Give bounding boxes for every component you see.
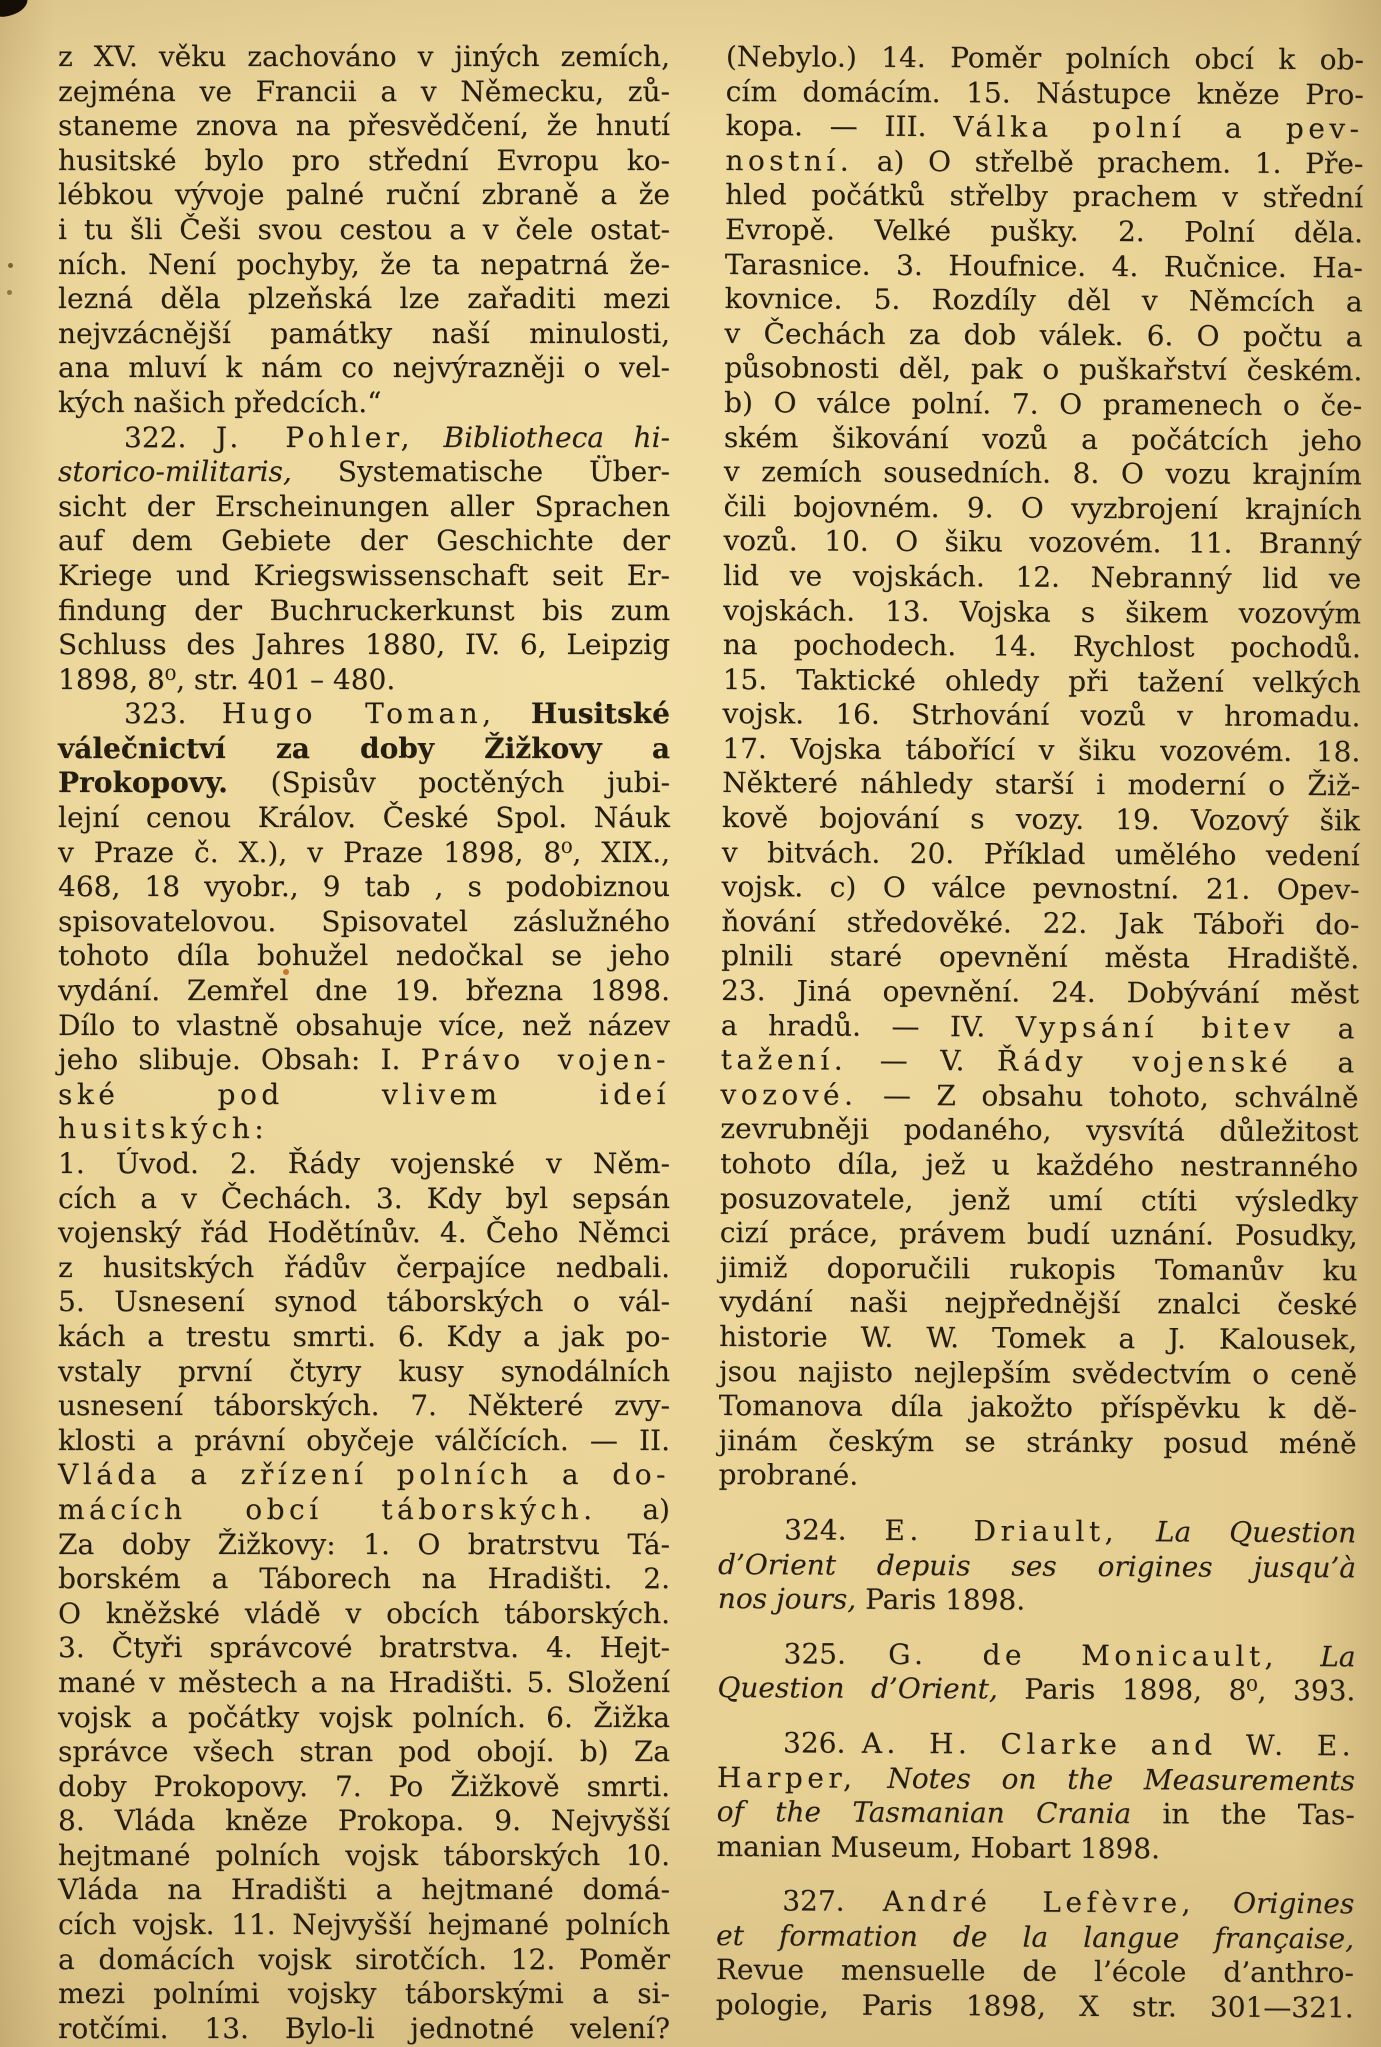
paper-speck [8, 263, 13, 268]
text-line [58, 178, 670, 213]
text-segment: Revue mensuelle de l’école d’anthro- [715, 1953, 1354, 1990]
text-line [721, 974, 1359, 1012]
text-line [719, 1285, 1357, 1323]
text-line [58, 144, 670, 179]
text-segment: cích vojsk. 11. Nejvyšší hejmané polních [58, 1908, 670, 1942]
text-segment: 8. Vláda kněze Prokopa. 9. Nejvyšší [58, 1804, 670, 1838]
text-line [58, 801, 670, 836]
text-segment: (Nebylo.) 14. Poměr polních obcí k ob- [725, 40, 1364, 77]
text-segment: 325. [783, 1637, 889, 1671]
text-line [58, 351, 670, 386]
text-segment: v bitvách. 20. Příklad umělého vedení [721, 835, 1360, 872]
text-segment: b) O válce polní. 7. O pramenech o če- [724, 385, 1363, 423]
text-segment: ňování středověké. 22. Jak Táboři do- [721, 904, 1360, 942]
text-segment: jeho slibuje. Obsah: I. [58, 1043, 421, 1077]
text-line [719, 1320, 1357, 1358]
text-line [722, 766, 1360, 804]
text-line [58, 248, 670, 283]
text-column-left [58, 40, 670, 2046]
text-line [718, 1548, 1356, 1586]
text-line [722, 836, 1360, 874]
text-line [721, 870, 1359, 908]
text-segment: Válka polní a pev- [953, 110, 1364, 146]
text-segment: kách a trestu smrti. 6. Kdy a jak po- [58, 1319, 670, 1353]
text-line [58, 1355, 670, 1390]
text-segment: sicht der Erscheinungen aller Sprachen [58, 489, 670, 523]
text-segment: vojenský řád Hodětínův. 4. Čeho Němci [58, 1216, 670, 1250]
text-line [724, 455, 1362, 493]
text-segment: 17. Vojska tábořící v šiku vozovém. 18. [722, 731, 1361, 769]
text-line [58, 1770, 670, 1805]
text-segment: Řády vojenské a [996, 1044, 1359, 1080]
text-segment: vojsk. 16. Strhování vozů v hromadu. [722, 697, 1361, 734]
text-segment: pologie, Paris 1898, X str. 301—321. [715, 1988, 1354, 2025]
text-segment: — Z obsahu tohoto, schválně [857, 1078, 1359, 1115]
text-segment: i tu šli Češi svou cestou a v čele ostat- [58, 212, 670, 246]
text-line [58, 1597, 670, 1632]
text-segment: jsou najisto nejlepším svědectvím o ceně [718, 1354, 1358, 1391]
text-line [58, 905, 670, 940]
text-segment [856, 1761, 887, 1794]
text-segment: Tarasnice. 3. Houfnice. 4. Ručnice. Ha- [724, 247, 1363, 284]
text-line [722, 697, 1360, 735]
text-segment: André Lefèvre, [882, 1885, 1196, 1920]
text-segment: ních. Není pochyby, že ta nepatrná že- [58, 247, 670, 281]
text-line [58, 386, 670, 421]
text-line [58, 40, 670, 75]
text-line [58, 1493, 670, 1528]
text-line [721, 905, 1359, 943]
text-segment: Dílo to vlastně obsahuje více, než název [58, 1008, 670, 1042]
text-line [726, 75, 1364, 113]
text-line [717, 1795, 1355, 1833]
text-line [719, 1355, 1357, 1393]
text-segment: Evropě. Velké pušky. 2. Polní děla. [724, 212, 1364, 250]
text-line [58, 317, 670, 352]
text-segment: borském a Táborech na Hradišti. 2. [58, 1562, 670, 1596]
text-line [58, 1873, 670, 1908]
text-line [724, 351, 1362, 389]
text-line [720, 1216, 1358, 1254]
text-segment: Schluss des Jahres 1880, IV. 6, Leipzig [58, 628, 670, 662]
text-segment: plnili staré opevnění města Hradiště. [721, 939, 1360, 976]
text-segment: La [1320, 1639, 1356, 1674]
text-line [58, 1009, 670, 1044]
text-segment: zevrubněji podaného, vysvítá důležitost [720, 1112, 1359, 1149]
text-segment: klosti a právní obyčeje válčících. — II. [58, 1423, 670, 1457]
text-segment: zejména ve Francii a v Německu, zů- [58, 74, 670, 108]
text-line [58, 490, 670, 525]
text-segment: 1898, 8⁰, str. 401 – 480. [58, 662, 396, 696]
text-line [58, 213, 670, 248]
text-segment: ské pod vlivem ideí husitských: [58, 1077, 670, 1146]
text-segment: Hugo Toman, [221, 697, 496, 731]
text-segment: auf dem Gebiete der Geschichte der [58, 524, 670, 558]
text-segment: — V. [847, 1043, 998, 1078]
text-line [58, 1147, 670, 1182]
text-segment: jimiž doporučili rukopis Tomanův ku [719, 1250, 1358, 1288]
text-line [58, 282, 670, 317]
text-line [58, 559, 670, 594]
text-segment: 324. [784, 1513, 885, 1547]
text-segment: čili bojovném. 9. O vyzbrojení krajních [723, 489, 1362, 527]
text-segment: tažení. [720, 1043, 848, 1077]
text-segment: historie W. W. Tomek a J. Kalousek, [719, 1319, 1358, 1357]
text-line [723, 663, 1361, 701]
text-segment: na pochodech. 14. Rychlost pochodů. [722, 628, 1361, 665]
text-line [58, 524, 670, 559]
text-line [725, 248, 1363, 286]
text-line [58, 870, 670, 905]
text-line [725, 144, 1363, 182]
text-segment: kopa. — III. [725, 109, 954, 144]
text-line [58, 455, 670, 490]
text-line [58, 1216, 670, 1251]
text-segment: kých našich předcích.“ [58, 385, 382, 419]
text-segment: La Question [1155, 1515, 1357, 1550]
text-segment: 1. Úvod. 2. Řády vojenské v Něm- [58, 1147, 670, 1180]
text-line [723, 593, 1361, 631]
text-line [725, 282, 1363, 320]
text-line [58, 1285, 670, 1320]
text-line [58, 109, 670, 144]
text-segment: a) O střelbě prachem. 1. Pře- [853, 144, 1364, 181]
text-line [58, 663, 670, 698]
text-segment: 468, 18 vyobr., 9 tab , s podobiznou [58, 870, 670, 904]
text-line [716, 1884, 1354, 1922]
text-segment: findung der Buchruckerkunst bis zum [58, 593, 670, 627]
text-segment: nejvzácnější památky naší minulosti, [58, 316, 670, 350]
text-line [723, 628, 1361, 666]
text-segment: hled počátků střelby prachem v střední [725, 178, 1364, 215]
text-segment: Některé náhledy starší i moderní o Žiž- [722, 766, 1361, 803]
text-line [58, 1424, 670, 1459]
text-segment: usnesení táborských. 7. Některé zvy- [58, 1389, 670, 1423]
text-line [719, 1424, 1357, 1462]
text-segment: E. Driault, [884, 1513, 1119, 1549]
text-line [723, 490, 1361, 528]
text-segment: cích a v Čechách. 3. Kdy byl sepsán [58, 1181, 670, 1215]
text-segment [1195, 1887, 1233, 1920]
text-segment: lejní cenou Králov. České Spol. Náuk [58, 801, 670, 835]
text-segment: Paris 1898. [856, 1582, 1026, 1617]
text-segment: Question d’Orient, [717, 1671, 998, 1706]
text-line [58, 594, 670, 629]
text-segment: z XV. věku zachováno v jiných zemích, [58, 40, 670, 73]
text-line [58, 1458, 670, 1493]
text-segment: Kriege und Kriegswissenschaft seit Er- [58, 558, 670, 592]
text-segment [1278, 1640, 1320, 1673]
text-segment: 23. Jiná opevnění. 24. Dobývání měst [720, 974, 1360, 1011]
text-segment: 322. [124, 420, 216, 454]
text-segment: G. de Monicault, [888, 1637, 1279, 1673]
text-segment: tohoto díla bohužel nedočkal se jeho [58, 939, 670, 973]
text-line [58, 1320, 670, 1355]
text-segment: vstaly první čtyry kusy synodálních [58, 1354, 670, 1388]
text-segment: v zemích sousedních. 8. O vozu krajním [723, 455, 1362, 492]
text-line [58, 1943, 670, 1978]
text-line [58, 1977, 670, 2012]
text-line [58, 1839, 670, 1874]
text-segment: of the Tasmanian Crania [716, 1795, 1132, 1831]
text-segment: probrané. [718, 1458, 859, 1493]
text-segment: manian Museum, Hobart 1898. [716, 1829, 1161, 1865]
text-segment: Právo vojen- [420, 1043, 670, 1077]
text-segment: staneme znova na přesvědčení, že hnutí [58, 109, 670, 143]
text-line [58, 1389, 670, 1424]
text-segment: lébkou vývoje palné ruční zbraně a že [58, 178, 670, 212]
text-line [58, 1182, 670, 1217]
text-segment: d’Orient depuis ses origines jusqu’à [717, 1547, 1357, 1584]
text-segment: a hradů. — IV. [720, 1008, 1016, 1044]
text-line [718, 1458, 1356, 1496]
text-line [721, 1043, 1359, 1081]
text-segment: doby Prokopovy. 7. Po Žižkově smrti. [58, 1769, 670, 1803]
text-line [725, 213, 1363, 251]
text-line [716, 1919, 1354, 1957]
text-segment: Systematische Über- [291, 455, 670, 489]
text-segment: Harper, [716, 1760, 857, 1795]
text-segment: kovnice. 5. Rozdíly děl v Němcích a [724, 282, 1363, 319]
text-segment: Origines [1233, 1886, 1355, 1921]
text-line [717, 1726, 1355, 1764]
text-segment: vojsk. c) O válce pevnostní. 21. Opev- [721, 870, 1360, 907]
text-segment: Tomanova díla jakožto příspěvku k dě- [718, 1389, 1357, 1426]
text-line [58, 1735, 670, 1770]
text-segment: kově bojování s vozy. 19. Vozový šik [721, 801, 1361, 838]
paper-speck [7, 290, 12, 295]
text-segment: jinám českým se stránky posud méně [718, 1423, 1357, 1461]
text-segment: v Čechách za dob válek. 6. O počtu a [724, 316, 1363, 354]
text-segment: A. H. Clarke and W. E. [861, 1726, 1356, 1763]
text-line [58, 939, 670, 974]
text-line [58, 697, 670, 732]
text-line [58, 836, 670, 871]
text-line [58, 1631, 670, 1666]
text-segment: lid ve vojskách. 12. Nebranný lid ve [723, 558, 1362, 596]
text-line [717, 1760, 1355, 1798]
text-segment: Bibliotheca hi- [443, 420, 670, 454]
text-segment: mácích obcí táborských. [58, 1492, 597, 1526]
text-line [726, 40, 1364, 78]
text-segment: vydání. Zemřel dne 19. března 1898. [58, 974, 670, 1008]
text-line [58, 421, 670, 456]
text-segment: Paris 1898, 8⁰, 393. [997, 1672, 1356, 1708]
text-line [58, 1078, 670, 1147]
text-segment: cizí práce, právem budí uznání. Posudky, [719, 1216, 1358, 1253]
text-segment: Za doby Žižkovy: 1. O bratrstvu Tá- [58, 1527, 670, 1561]
text-line [721, 939, 1359, 977]
text-line [720, 1078, 1358, 1116]
text-segment: v Praze č. X.), v Praze 1898, 8⁰, XIX., [58, 835, 670, 869]
text-segment: nos jours, [717, 1582, 857, 1616]
text-segment: tohoto díla, jež u každého nestranného [720, 1146, 1359, 1184]
text-segment: posuzovatele, jenž umí ctíti výsledky [719, 1181, 1359, 1218]
text-segment: 326. [782, 1726, 862, 1760]
text-line [716, 1830, 1354, 1868]
text-column-right [716, 40, 1364, 2026]
text-line [720, 1112, 1358, 1150]
text-line [724, 317, 1362, 355]
text-line [725, 178, 1363, 216]
text-segment: 323. [124, 697, 222, 731]
text-line [723, 524, 1361, 562]
text-line [717, 1671, 1355, 1709]
text-line [58, 1528, 670, 1563]
text-line [58, 628, 670, 663]
text-line [722, 801, 1360, 839]
text-segment [496, 697, 531, 730]
text-segment: ském šikování vozů a počátcích jeho [723, 420, 1362, 457]
text-segment: hejtmané polních vojsk táborských 10. [58, 1838, 670, 1872]
text-segment: 15. Taktické ohledy při tažení velkých [722, 662, 1361, 700]
text-segment: Vypsání bitev a [1015, 1010, 1359, 1045]
text-line [716, 1953, 1354, 1991]
text-line [58, 75, 670, 110]
text-segment: z husitských řádův čerpajíce nedbali. [58, 1250, 670, 1284]
text-segment: mané v městech a na Hradišti. 5. Složení [58, 1665, 670, 1699]
text-segment: válečnictví za doby Žižkovy a [58, 731, 670, 765]
text-line [58, 1804, 670, 1839]
text-segment: mezi polními vojsky táborskými a si- [58, 1977, 670, 2011]
text-segment: a domácích vojsk sirotčích. 12. Poměr [58, 1942, 670, 1976]
text-segment: cím domácím. 15. Nástupce kněze Pro- [725, 74, 1364, 111]
scan-edge-mark [0, 0, 29, 18]
text-segment: 5. Usnesení synod táborských o vál- [58, 1285, 670, 1319]
text-segment: lezná děla plzeňská lze zařaditi mezi [58, 282, 670, 316]
text-segment: správce všech stran pod obojí. b) Za [58, 1735, 670, 1769]
text-line [58, 1562, 670, 1597]
text-segment: Notes on the Measurements [887, 1761, 1355, 1797]
text-line [719, 1251, 1357, 1289]
text-line [720, 1147, 1358, 1185]
text-segment: 3. Čtyři správcové bratrstva. 4. Hejt- [58, 1631, 670, 1665]
text-segment: nostní. [725, 143, 854, 178]
text-segment: vozové. [720, 1077, 858, 1112]
text-line [724, 386, 1362, 424]
text-line [718, 1582, 1356, 1620]
text-line [58, 766, 670, 801]
text-line [717, 1637, 1355, 1675]
text-line [58, 974, 670, 1009]
text-segment: a) [596, 1492, 670, 1526]
text-line [58, 1666, 670, 1701]
text-line [720, 1182, 1358, 1220]
text-segment: Prokopovy. [58, 766, 228, 800]
text-line [58, 1043, 670, 1078]
text-segment: vojsk a počátky vojsk polních. 6. Žižka [58, 1700, 670, 1734]
text-line [58, 1908, 670, 1943]
text-segment [414, 421, 444, 454]
text-segment: ana mluví k nám co nejvýrazněji o vel- [58, 351, 670, 385]
text-line [719, 1389, 1357, 1427]
text-segment: et formation de la langue française, [715, 1918, 1355, 1956]
text-segment: Vláda a zřízení polních a do- [58, 1458, 670, 1492]
text-line [58, 1251, 670, 1286]
text-segment: působnosti děl, pak o puškařství českém. [724, 351, 1363, 388]
text-segment: vydání naši nejpřednější znalci české [719, 1285, 1358, 1322]
text-line [721, 1009, 1359, 1047]
text-segment: storico-militaris, [58, 455, 292, 489]
text-segment: Vláda na Hradišti a hejtmané domá- [58, 1873, 670, 1907]
text-segment [1118, 1515, 1156, 1548]
text-segment: (Spisův poctěných jubi- [227, 766, 670, 800]
text-segment: O kněžské vládě v obcích táborských. [58, 1596, 670, 1630]
text-segment: J. Pohler, [215, 420, 414, 454]
text-line [722, 732, 1360, 770]
text-segment: Husitské [530, 697, 670, 731]
text-line [724, 421, 1362, 459]
text-line [725, 109, 1363, 147]
text-segment: vojskách. 13. Vojska s šikem vozovým [722, 593, 1362, 630]
text-line [58, 1701, 670, 1736]
text-segment: spisovatelovou. Spisovatel záslužného [58, 904, 670, 938]
text-line [58, 2012, 670, 2047]
text-segment: rotčími. 13. Bylo-li jednotné velení? [58, 2011, 670, 2045]
text-segment: vozů. 10. O šiku vozovém. 11. Branný [723, 524, 1362, 561]
text-segment: 327. [782, 1884, 883, 1919]
text-line [716, 1988, 1354, 2026]
text-segment: in the Tas- [1131, 1797, 1355, 1832]
text-line [723, 559, 1361, 597]
text-line [718, 1513, 1356, 1551]
text-segment: husitské bylo pro střední Evropu ko- [58, 143, 670, 177]
text-line [58, 732, 670, 767]
